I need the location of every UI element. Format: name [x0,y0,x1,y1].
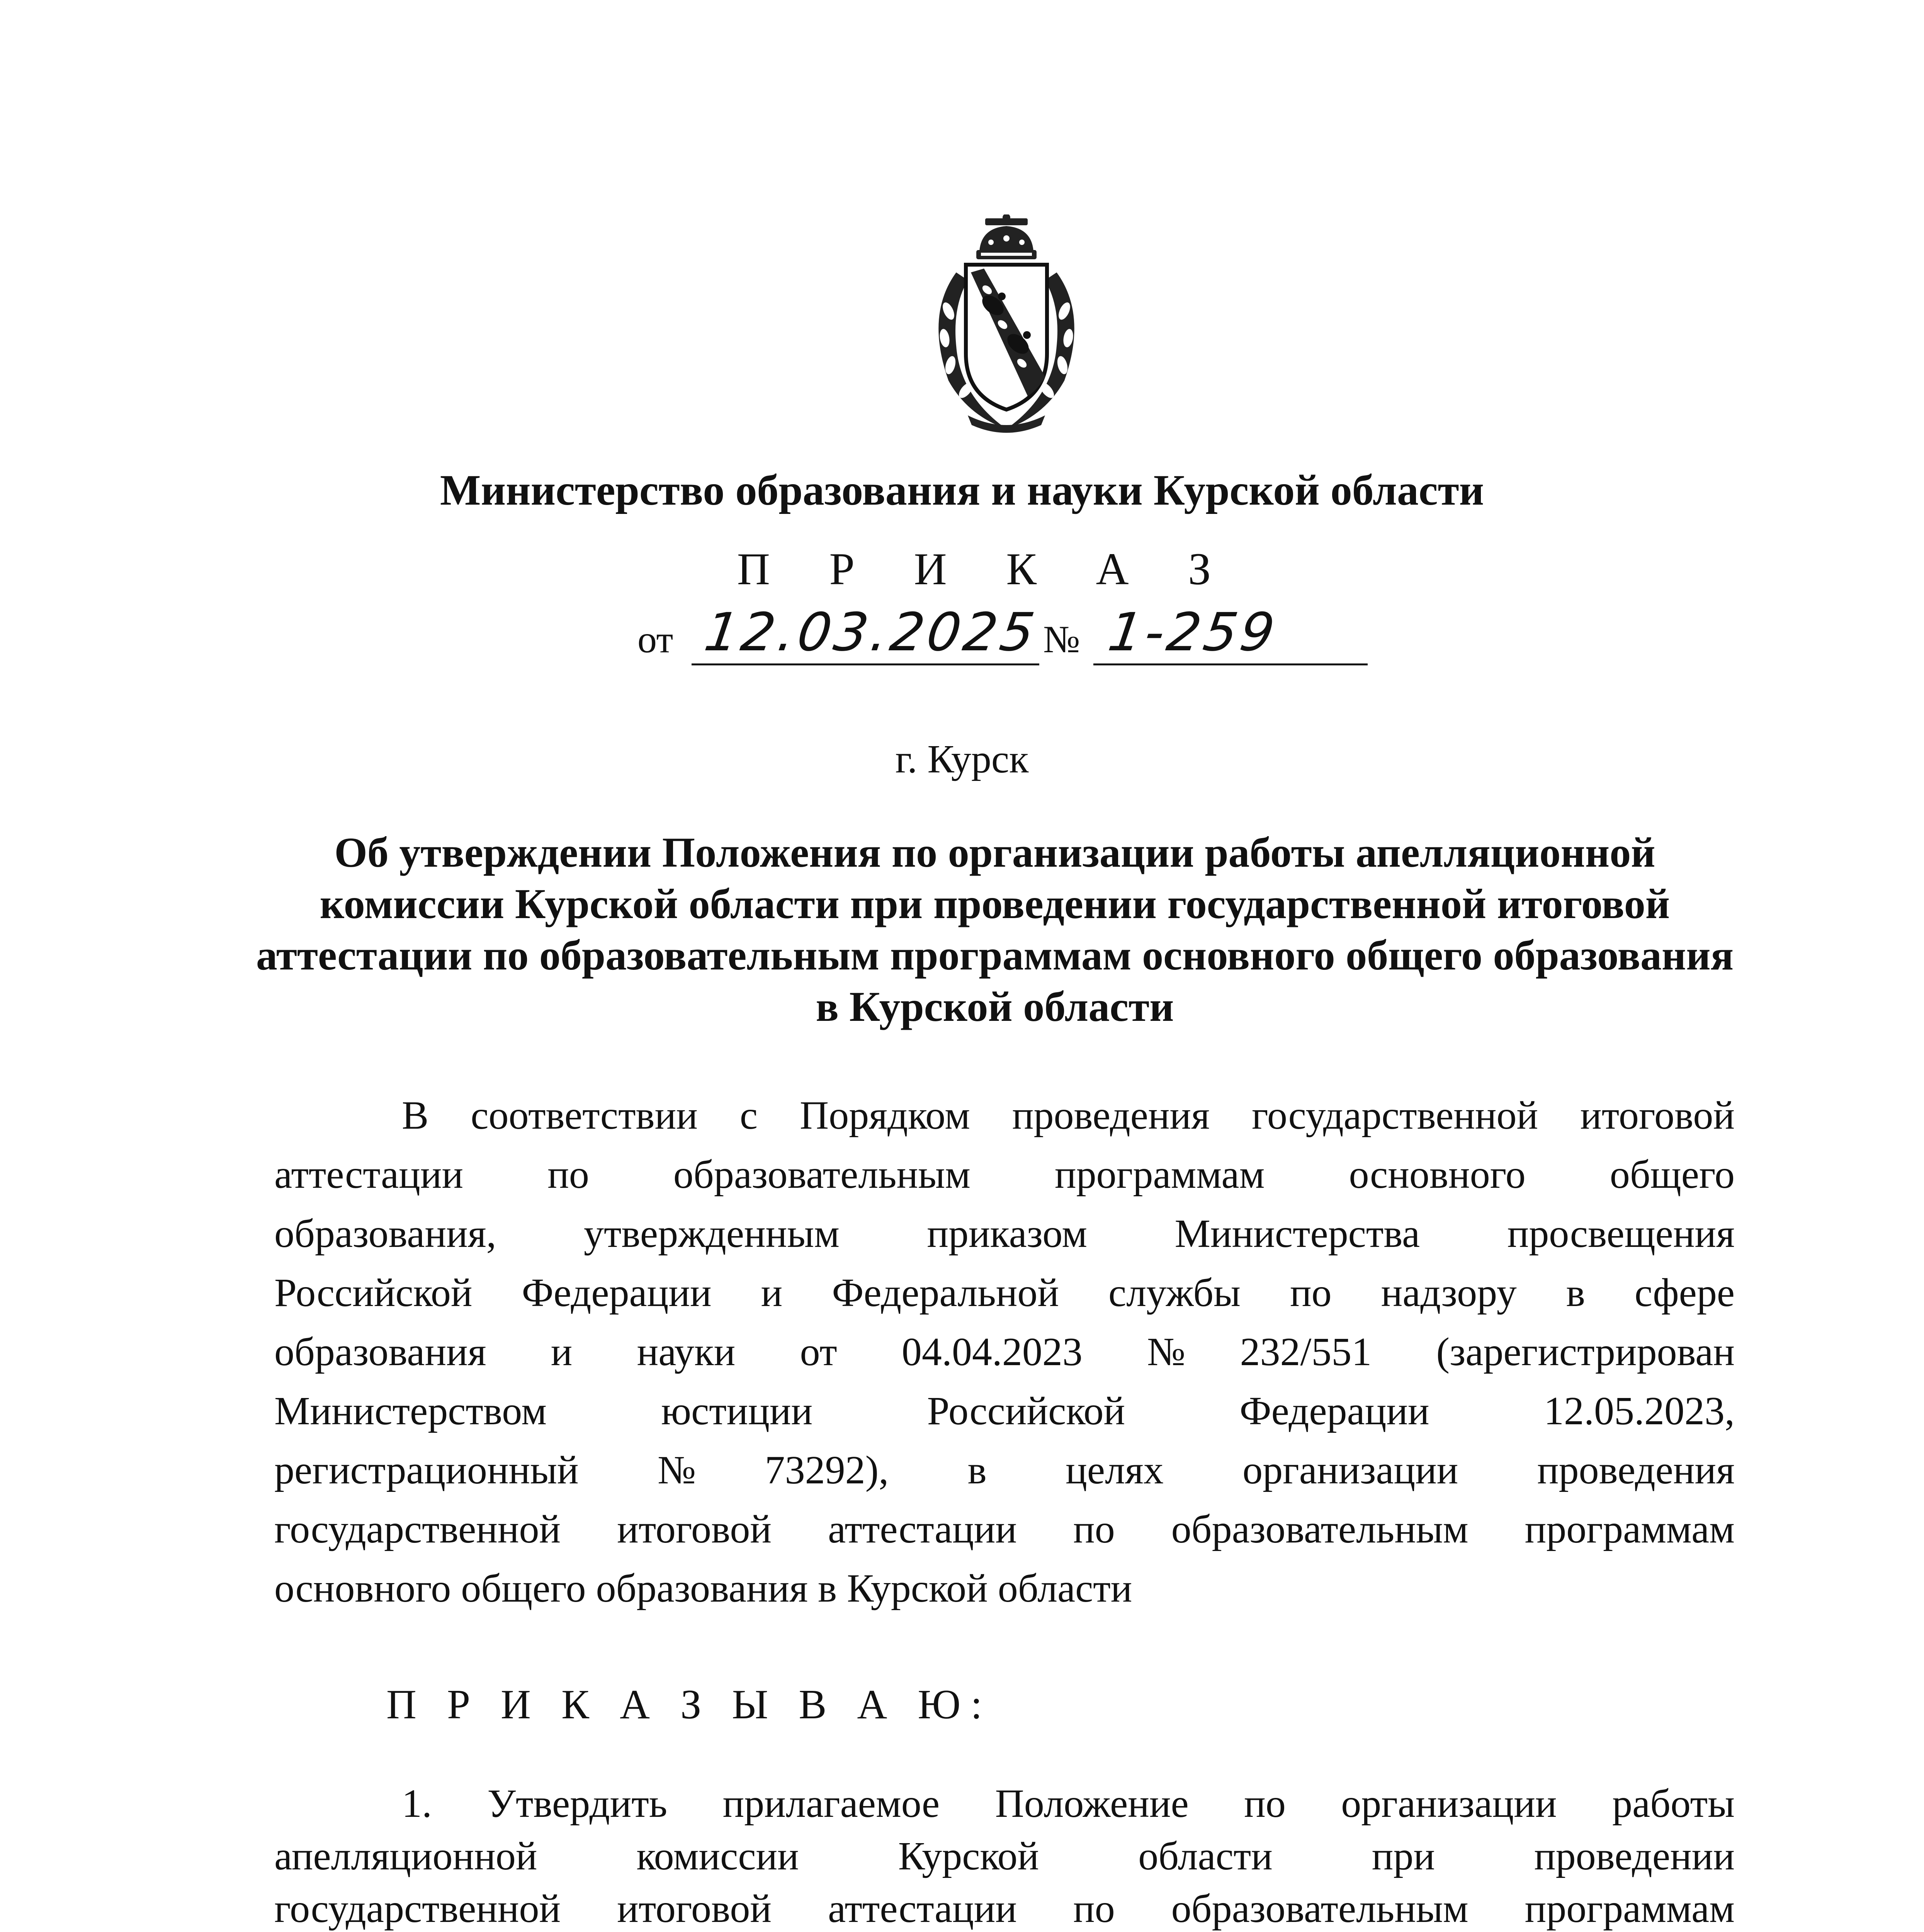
date-underline [692,663,1039,665]
preamble-line: регистрационный №73292), в целях организации проведения [274,1448,1735,1492]
item-1-line: 1. Утвердить прилагаемое Положение по организации работы [402,1781,1735,1826]
orders-heading: П Р И К А З Ы В А Ю: [386,1682,993,1728]
coat-of-arms-emblem [902,214,1111,435]
preamble-line: аттестации по образовательным программам основного общего [274,1152,1735,1197]
number-prefix: № [1043,618,1080,661]
preamble-line: В соответствии с Порядком проведения государственной итоговой [402,1093,1735,1138]
item-1-line: государственной итоговой аттестации по образовательным программам [274,1886,1735,1931]
number-underline [1093,663,1368,665]
preamble-line: государственной итоговой аттестации по образовательным программам [274,1507,1735,1551]
preamble-line: Министерством юстиции Российской Федерации 12.05.2023, [274,1389,1735,1433]
preamble-line: основного общего образования в Курской области [274,1566,1132,1611]
ministry-name: Министерство образования и науки Курской области [440,466,1484,514]
number-value: 1-259 [1104,602,1282,663]
preamble-line: Российской Федерации и Федеральной службы по надзору в сфере [274,1270,1735,1315]
date-number-line [637,602,1372,672]
item-1-line: апелляционной комиссии Курской области при проведении [274,1834,1735,1878]
preamble-line: образования, утвержденным приказом Министерства просвещения [274,1211,1735,1256]
order-subject-heading: Об утверждении Положения по организации работы апелляционной комиссии Курской области при проведении государственной итоговой аттестации по образовательным программам основного общего образования в Курской области [256,829,1734,1030]
order-items [274,1777,1735,1932]
preamble-line: образования и науки от 04.04.2023 №232/551 (зарегистрирован [274,1330,1735,1374]
document-type-title: П Р И К А З [737,544,1235,594]
preamble-paragraph [274,1086,1735,1618]
city: г. Курск [895,737,1029,781]
date-prefix: от [637,618,673,661]
date-value: 12.03.2025 [700,602,1041,663]
